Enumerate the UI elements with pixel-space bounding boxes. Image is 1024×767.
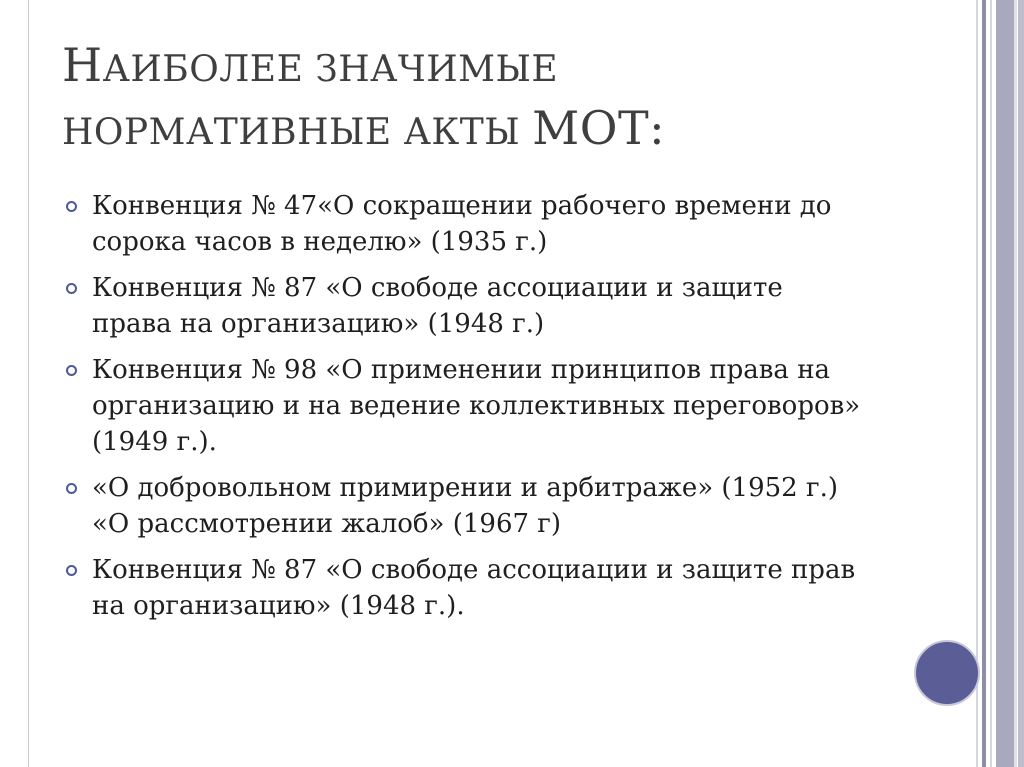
stripe	[1018, 0, 1024, 767]
decorative-circle-icon	[914, 640, 980, 706]
bullet-list	[66, 188, 866, 634]
bullet-circle-icon	[66, 283, 77, 294]
bullet-text: Конвенция № 87 «О свободе ассоциации и защите прав на организацию» (1948 г.).	[92, 555, 856, 621]
stripe	[996, 0, 1014, 767]
stripe	[982, 0, 986, 767]
bullet-text: «О добровольном примирении и арбитраже» (1952 г.) «О рассмотрении жалоб» (1967 г)	[92, 473, 839, 539]
bullet-text: Конвенция № 47«О сокращении рабочего времени до сорока часов в неделю» (1935 г.)	[92, 191, 832, 257]
title-line-1	[62, 36, 922, 99]
bullet-item	[66, 552, 866, 624]
bullet-circle-icon	[66, 565, 77, 576]
title-line-2	[62, 99, 922, 162]
bullet-circle-icon	[66, 483, 77, 494]
stripe	[1014, 0, 1017, 767]
frame-left-line	[28, 0, 29, 767]
title-initial: Н	[62, 38, 103, 92]
stripe	[990, 0, 992, 767]
title-line-1-text: АИБОЛЕЕ ЗНАЧИМЫЕ	[102, 49, 559, 90]
slide-title	[62, 36, 922, 162]
bullet-item	[66, 352, 866, 460]
bullet-text: Конвенция № 87 «О свободе ассоциации и защите права на организацию» (1948 г.)	[92, 273, 783, 339]
bullet-circle-icon	[66, 201, 77, 212]
bullet-text: Конвенция № 98 «О применении принципов права на организацию и на ведение коллективных переговоров» (1949 г.).	[92, 355, 861, 457]
stripe	[976, 0, 978, 767]
bullet-circle-icon	[66, 365, 77, 376]
right-decorative-stripes	[976, 0, 1024, 767]
bullet-item	[66, 470, 866, 542]
bullet-item	[66, 188, 866, 260]
title-line-2-text: НОРМАТИВНЫЕ АКТЫ	[62, 112, 533, 153]
bullet-item	[66, 270, 866, 342]
title-mot: МОТ:	[532, 101, 666, 155]
